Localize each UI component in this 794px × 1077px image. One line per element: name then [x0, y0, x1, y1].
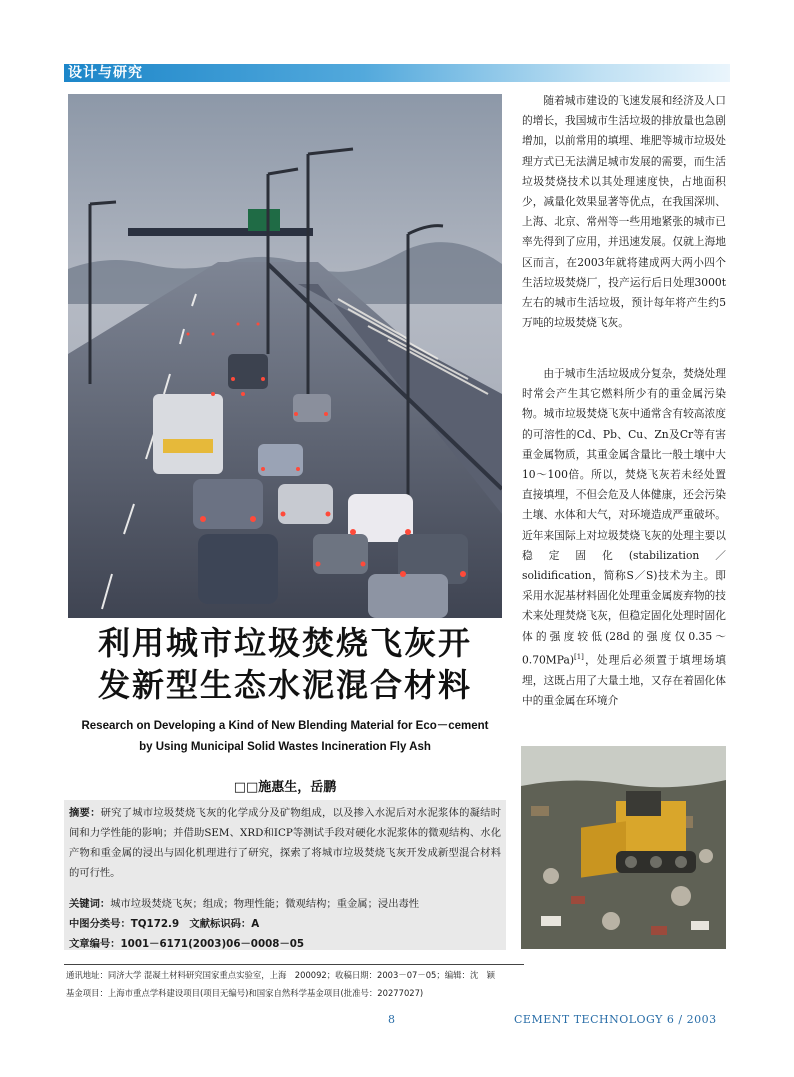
title-cn-line-2: 发新型生态水泥混合材料 [97, 666, 472, 704]
body-paragraph-1: 随着城市建设的飞速发展和经济及人口的增长，我国城市生活垃圾的排放量也急剧增加，以前常用的填埋、堆肥等城市垃圾处理方式已无法满足城市发展的需要，而生活垃圾焚烧技术以其处理速度快，占地面积少，减量化效果显著等优点，在我国深圳、上海、北京、常州等一些用地紧张的城市已率先得到了应用，并迅速发展。仅就上海地区而言，在2003年就将建成两大两小四个生活垃圾焚烧厂，投产运行后日处理3000t左右的城市生活垃圾，预计每年将产生约5万吨的垃圾焚烧飞灰。 [522, 94, 726, 330]
keywords [69, 894, 501, 914]
citation-1: [1] [574, 652, 584, 661]
footnote-contact: 通讯地址：同济大学 混凝土材料研究国家重点实验室，上海 200092；收稿日期：2003－07－05；编辑：沈 颖 [66, 970, 496, 980]
keywords-text: 城市垃圾焚烧飞灰；组成；物理性能；微观结构；重金属；浸出毒性 [110, 898, 420, 910]
journal-info: CEMENT TECHNOLOGY 6 / 2003 [514, 1013, 717, 1026]
bulldozer-photo-icon [521, 746, 726, 949]
abstract-label: 摘要： [69, 807, 101, 819]
landfill-bulldozer-photo [521, 746, 726, 949]
body-paragraph-2-part-b: ，处理后必须置于填埋场填埋，这既占用了大量土地，又存在着固化体中的重金属在环境介 [522, 653, 726, 707]
abstract-text: 研究了城市垃圾焚烧飞灰的化学成分及矿物组成，以及掺入水泥后对水泥浆体的凝结时间和力学性能的影响；并借助SEM、XRD和ICP等测试手段对硬化水泥浆体的微观结构、水化产物和重金属的浸出与固化机理进行了研究，探索了将城市垃圾焚烧飞灰开发成新型混合材料的可行性。 [69, 807, 502, 879]
classification-number: 中图分类号：TQ172.9 文献标识码：A [69, 918, 260, 930]
highway-photo-icon [68, 94, 502, 618]
article-number: 文章编号：1001－6171(2003)06－0008－05 [69, 938, 305, 950]
title-en-line-1: Research on Developing a Kind of New Blending Material for Eco－cement [81, 720, 489, 732]
abstract [69, 803, 501, 883]
article-title-en [60, 716, 510, 758]
authors: □□施惠生，岳鹏 [233, 780, 337, 795]
footnote-funding: 基金项目：上海市重点学科建设项目(项目无编号)和国家自然科学基金项目(批准号：20277027) [66, 988, 424, 998]
footnote-divider [64, 964, 524, 965]
section-header-bar [64, 64, 730, 82]
keywords-label: 关键词： [69, 898, 111, 910]
body-paragraph-2 [522, 364, 726, 711]
section-label: 设计与研究 [68, 65, 143, 81]
page-number: 8 [388, 1013, 395, 1026]
title-en-line-2: by Using Municipal Solid Wastes Incineration Fly Ash [139, 741, 431, 753]
body-paragraph-2-part-a: 由于城市生活垃圾成分复杂，焚烧处理时常会产生其它燃料所少有的重金属污染物。城市垃圾焚烧飞灰中通常含有较高浓度的可溶性的Cd、Pb、Cu、Zn及Cr等有害重金属物质，其重金属含量比一般土壤中大10～100倍。所以，焚烧飞灰若未经处置直接填埋，不但会危及人体健康，还会污染土壤、水体和大气，对环境造成严重破坏。近年来国际上对垃圾焚烧飞灰的处理主要以稳定固化(stabilization／solidification，简称S／S)技术为主。即采用水泥基材料固化处理重金属废弃物的技术来处理焚烧飞灰，但稳定固化处理时固化体的强度较低(28d的强度仅0.35～0.70MPa) [522, 367, 726, 667]
highway-traffic-photo [68, 94, 502, 618]
article-title-cn [68, 622, 502, 706]
title-cn-line-1: 利用城市垃圾焚烧飞灰开 [97, 624, 472, 662]
